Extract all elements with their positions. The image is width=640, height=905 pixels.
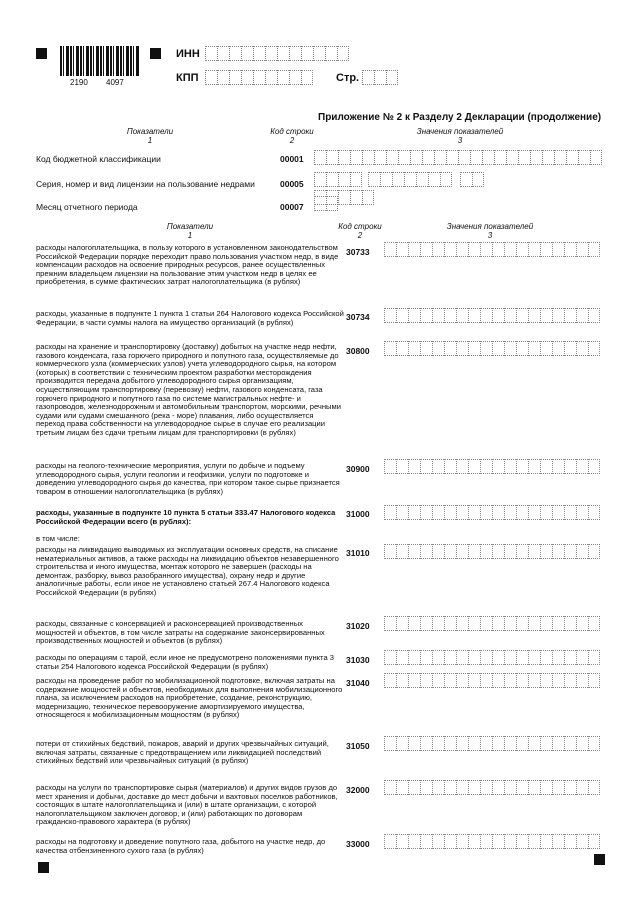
kpp-field[interactable] — [205, 70, 313, 85]
top-header-code: Код строки — [270, 127, 314, 136]
row-code: 30734 — [346, 312, 370, 322]
registration-marker-bottom-right — [594, 854, 605, 865]
row-code: 31040 — [346, 678, 370, 688]
license-type-field[interactable] — [460, 172, 484, 187]
row-text: расходы налогоплательщика, в пользу которого в установленном законодательством Российской Федерации порядке переходит право пользования участком недр, в виде компенсации расходов на освоение природных ресурсов, ранее осуществленных прежним владельцем лицензии на пользование этим участком недр в целях ее приобретения, в сумме фактических затрат налогоплательщика (в рублях) — [36, 243, 339, 287]
row-value-field[interactable] — [384, 650, 600, 665]
month-field[interactable] — [314, 196, 338, 211]
row-value-field[interactable] — [384, 673, 600, 688]
row-text: расходы на ликвидацию выводимых из эксплуатации основных средств, на списание нематериальных активов, а также расходы на ликвидацию объектов незавершенного строительства и иного имущества, монтаж которого не завершен (расходы на демонтаж, разборку, вывоз разобранного имущества), охрану недр и другие аналогичные работы, если иное не установлено статьей 267.4 Налогового кодекса Российской Федерации (в рублях) — [36, 545, 339, 597]
row-value-field[interactable] — [384, 341, 600, 356]
row-value-field[interactable] — [384, 736, 600, 751]
main-header-values: Значения показателей — [446, 222, 534, 231]
inn-label: ИНН — [176, 48, 200, 60]
row-code: 31010 — [346, 548, 370, 558]
page-number-field[interactable] — [362, 70, 398, 85]
row-code: 30733 — [346, 247, 370, 257]
row-value-field[interactable] — [384, 544, 600, 559]
row-value-field[interactable] — [384, 616, 600, 631]
registration-marker-top-left — [36, 48, 47, 59]
row-value-field[interactable] — [384, 308, 600, 323]
row-code: 31030 — [346, 655, 370, 665]
barcode-number-left: 2190 — [70, 78, 88, 87]
row-code: 31000 — [346, 509, 370, 519]
row-text: расходы на хранение и транспортировку (доставку) добытых на участке недр нефти, газового конденсата, газа горючего природного и попутного газа, осуществляемые до коммерческого узла (коммерческих узлов) учета углеводородного сырья, на котором (которых) в соответствии с техническим проектом разработки месторождения производится передача добытого углеводородного сырья организациям, осуществляющим транспортировку (перевозку) нефти, газового конденсата, газа горючего природного и попутного газа по системе магистральных нефте- и газопроводов, железнодорожным и автомобильным транспортом, морскими, речными судами или судами смешанного (река - море) плавания, либо осуществляется переход права собственности на углеводородное сырье в случае его реализации третьим лицам без сдачи третьим лицам для транспортировки (в рублях) — [36, 342, 341, 437]
row-text: расходы на услуги по транспортировке сырья (материалов) и других видов грузов до мест хранения и добычи, доставке до мест добычи и вахтовых поселков работников, состоящих в штате налогоплательщика и (или) в штате организации, с которой налогоплательщиком заключен договор, и (или) работающих по договорам гражданско-правового характера (в рублях) — [36, 783, 338, 827]
top-header-code-num: 2 — [289, 136, 295, 145]
kbk-field[interactable] — [314, 150, 602, 165]
including-label: в том числе: — [36, 534, 80, 543]
top-header-indicators: Показатели — [126, 127, 174, 136]
barcode-number-right: 4097 — [106, 78, 124, 87]
row-text: расходы по операциям с тарой, если иное не предусмотрено положениями пункта 3 статьи 254 Налогового кодекса Российской Федерации (в рублях) — [36, 653, 335, 671]
license-label: Серия, номер и вид лицензии на пользование недрами — [36, 179, 255, 189]
row-value-field[interactable] — [384, 459, 600, 474]
top-header-values-num: 3 — [457, 136, 463, 145]
registration-marker-top-mid — [150, 48, 161, 59]
page-title: Приложение № 2 к Разделу 2 Декларации (продолжение) — [318, 112, 602, 123]
row-value-field[interactable] — [384, 780, 600, 795]
license-code: 00005 — [280, 179, 304, 189]
main-header-code: Код строки — [338, 222, 382, 231]
row-text: расходы на проведение работ по мобилизационной подготовке, включая затраты на содержание мощностей и объектов, необходимых для выполнения мобилизационного плана, за исключением расходов на приобретение, создание, реконструкцию, модернизацию, техническое перевооружение амортизируемого имущества, относящегося к мобилизационным мощностям (в рублях) — [36, 676, 343, 720]
row-code: 33000 — [346, 839, 370, 849]
main-header-values-num: 3 — [487, 231, 493, 240]
inn-field[interactable] — [205, 46, 349, 61]
main-header-indicators: Показатели — [166, 222, 214, 231]
kpp-label: КПП — [176, 72, 199, 84]
month-label: Месяц отчетного периода — [36, 202, 138, 212]
barcode — [60, 46, 140, 76]
main-header-code-num: 2 — [357, 231, 363, 240]
row-value-field[interactable] — [384, 834, 600, 849]
row-code: 30800 — [346, 346, 370, 356]
row-code: 30900 — [346, 464, 370, 474]
row-text: расходы на геолого-технические мероприятия, услуги по добыче и подъему углеводородного сырья, услуги геологии и геофизики, услуги по подготовке и доведению углеводородного сырья до качества, при котором такое сырье признается товаром в отношении налогоплательщика (в рублях) — [36, 461, 340, 496]
top-header-values: Значения показателей — [416, 127, 504, 136]
row-text: расходы, указанные в подпункте 10 пункта 5 статьи 333.47 Налогового кодекса Российской Федерации всего (в рублях): — [36, 508, 336, 526]
row-value-field[interactable] — [384, 242, 600, 257]
row-code: 31020 — [346, 621, 370, 631]
row-code: 32000 — [346, 785, 370, 795]
main-header-indicators-num: 1 — [187, 231, 193, 240]
license-series-field[interactable] — [314, 172, 362, 187]
license-number-field[interactable] — [368, 172, 452, 187]
month-code: 00007 — [280, 202, 304, 212]
kbk-label: Код бюджетной классификации — [36, 154, 161, 164]
row-text: расходы на подготовку и доведение попутного газа, добытого на участке недр, до качества отбензиненного сухого газа (в рублях) — [36, 837, 326, 855]
kbk-code: 00001 — [280, 154, 304, 164]
row-code: 31050 — [346, 741, 370, 751]
row-text: расходы, указанные в подпункте 1 пункта 1 статьи 264 Налогового кодекса Российской Федерации, в части суммы налога на имущество организаций (в рублях) — [36, 309, 344, 327]
row-text: потери от стихийных бедствий, пожаров, аварий и других чрезвычайных ситуаций, включая затраты, связанные с предотвращением или ликвидацией последствий стихийных бедствий или чрезвычайных ситуаций (в рублях) — [36, 739, 329, 766]
top-header-indicators-num: 1 — [147, 136, 153, 145]
page-label: Стр. — [336, 72, 360, 84]
registration-marker-bottom-left — [38, 862, 49, 873]
row-text: расходы, связанные с консервацией и расконсервацией производственных мощностей и объектов, в том числе затраты на содержание законсервированных производственных мощностей и объектов (в рублях) — [36, 619, 325, 646]
row-value-field[interactable] — [384, 505, 600, 520]
